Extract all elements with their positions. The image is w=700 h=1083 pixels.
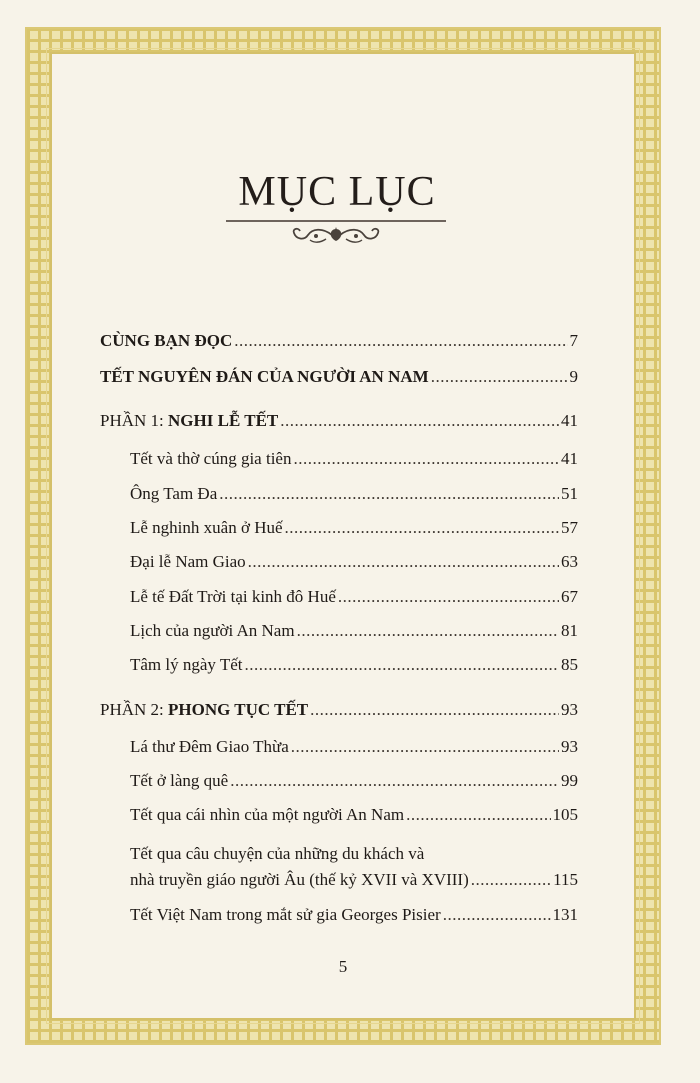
leader-dots — [443, 905, 551, 925]
toc-entry-title: Tết qua câu chuyện của những du khách và — [130, 844, 425, 863]
toc-entry[interactable] — [130, 484, 578, 504]
toc-entry-page: 7 — [569, 331, 578, 350]
toc-entry-title: Tết qua cái nhìn của một người An Nam — [130, 805, 405, 824]
toc-entry[interactable] — [130, 518, 578, 538]
toc-entry-page: 93 — [561, 737, 578, 756]
toc-entry-title: Đại lễ Nam Giao — [130, 552, 246, 571]
leader-dots — [293, 449, 559, 469]
toc-entry-title: Tết Việt Nam trong mắt sử gia Georges Pisier — [130, 905, 441, 924]
toc-entry-page: 131 — [552, 905, 578, 924]
toc-entry-title: Tâm lý ngày Tết — [130, 655, 243, 674]
toc-section-heading[interactable] — [100, 700, 578, 720]
flourish-ornament-icon — [286, 223, 386, 247]
section-title: PHONG TỤC TẾT — [168, 700, 309, 719]
leader-dots — [219, 484, 559, 504]
toc-entry[interactable] — [130, 449, 578, 469]
toc-entry-title: Tết và thờ cúng gia tiên — [130, 449, 292, 468]
leader-dots — [291, 737, 559, 757]
toc-entry-page: 9 — [569, 367, 578, 386]
section-title: NGHI LỄ TẾT — [168, 411, 279, 430]
toc-entry[interactable] — [130, 621, 578, 641]
toc-entry-page: 99 — [561, 771, 578, 790]
toc-entry[interactable] — [130, 905, 578, 925]
toc-entry-title: CÙNG BẠN ĐỌC — [100, 331, 233, 350]
leader-dots — [280, 411, 559, 431]
toc-entry-line-1[interactable] — [130, 844, 578, 864]
page-number: 5 — [338, 957, 348, 976]
toc-entry-title: Lễ tế Đất Trời tại kinh đô Huế — [130, 587, 336, 606]
toc-entry[interactable] — [130, 587, 578, 607]
leader-dots — [406, 805, 550, 825]
toc-entry-title: Lá thư Đêm Giao Thừa — [130, 737, 289, 756]
toc-entry[interactable] — [130, 737, 578, 757]
toc-entry[interactable] — [100, 331, 578, 351]
leader-dots — [285, 518, 559, 538]
leader-dots — [234, 331, 567, 351]
title-divider — [226, 220, 446, 222]
toc-entry[interactable] — [130, 870, 578, 890]
toc-entry-page: 41 — [561, 449, 578, 468]
toc-section-label — [100, 700, 308, 720]
page-title: MỤC LỤC — [238, 169, 436, 215]
section-prefix: PHẦN 1: — [100, 411, 169, 430]
toc-section-heading[interactable] — [100, 411, 578, 431]
toc-entry-page: 63 — [561, 552, 578, 571]
toc-entry[interactable] — [130, 655, 578, 675]
toc-entry-title: Lịch của người An Nam — [130, 621, 295, 640]
leader-dots — [338, 587, 559, 607]
toc-entry-page: 67 — [561, 587, 578, 606]
toc-entry-page: 115 — [553, 870, 578, 889]
toc-entry-title: Tết ở làng quê — [130, 771, 229, 790]
toc-entry-page: 105 — [552, 805, 578, 824]
leader-dots — [471, 870, 551, 890]
leader-dots — [248, 552, 559, 572]
toc-entry-page: 81 — [561, 621, 578, 640]
leader-dots — [230, 771, 559, 791]
leader-dots — [245, 655, 559, 675]
toc-entry-title: Ông Tam Đa — [130, 484, 218, 503]
toc-entry[interactable] — [130, 552, 578, 572]
toc-entry-title: Lễ nghinh xuân ở Huế — [130, 518, 283, 537]
toc-entry-page: 85 — [561, 655, 578, 674]
toc-entry[interactable] — [130, 805, 578, 825]
leader-dots — [310, 700, 559, 720]
toc-entry-page: 57 — [561, 518, 578, 537]
toc-entry-title-continued: nhà truyền giáo người Âu (thế kỷ XVII và XVIII) — [130, 870, 469, 889]
toc-entry-title: TẾT NGUYÊN ĐÁN CỦA NGƯỜI AN NAM — [100, 367, 429, 386]
toc-entry-page: 41 — [561, 411, 578, 430]
leader-dots — [431, 367, 568, 387]
toc-entry-page: 51 — [561, 484, 578, 503]
toc-section-label — [100, 411, 278, 431]
section-prefix: PHẦN 2: — [100, 700, 169, 719]
toc-entry[interactable] — [130, 771, 578, 791]
toc-entry[interactable] — [100, 367, 578, 387]
toc-entry-page: 93 — [561, 700, 578, 719]
leader-dots — [297, 621, 559, 641]
